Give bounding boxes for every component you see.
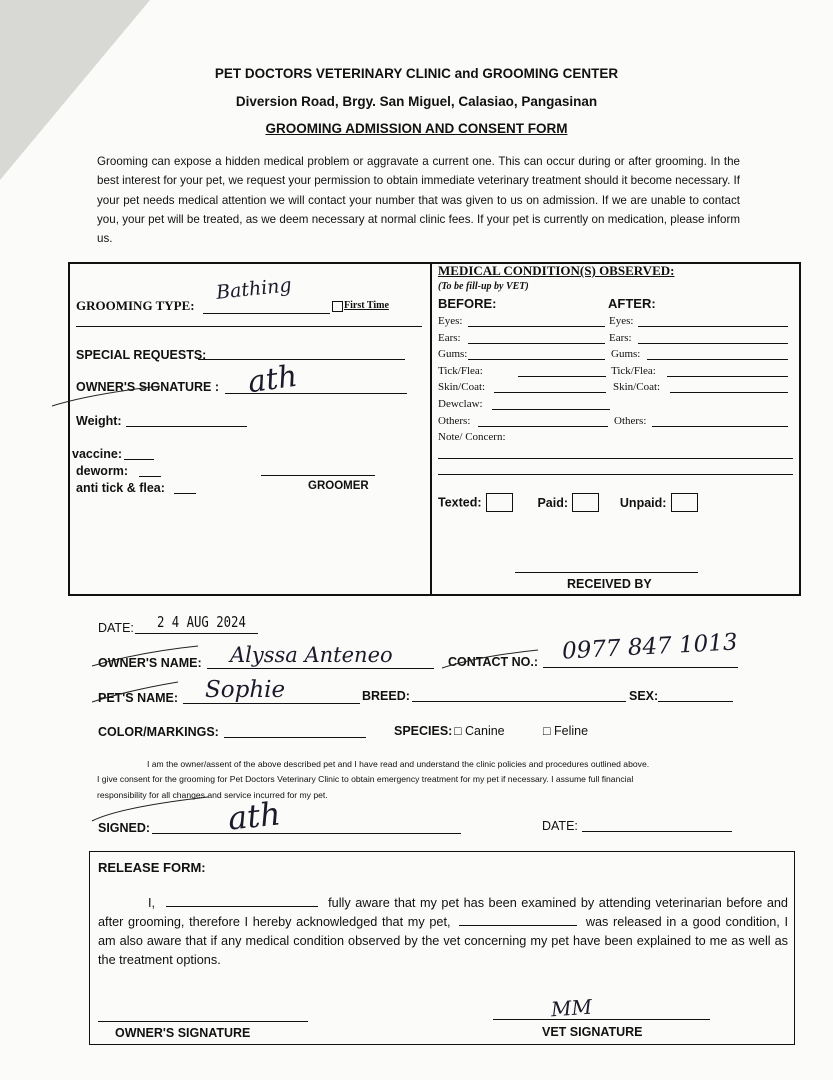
note-line-1[interactable] bbox=[438, 458, 793, 459]
release-text-a: fully aware that my pet has been examined by attending veterinarian before and after grooming, therefore I hereby acknowledged that my pet, bbox=[98, 896, 788, 929]
consent-date-label: DATE: bbox=[542, 819, 578, 833]
groomer-label: GROOMER bbox=[308, 480, 369, 492]
name-pen-stroke bbox=[90, 644, 200, 669]
release-paragraph bbox=[98, 894, 788, 970]
signed-signature: ath bbox=[226, 794, 283, 838]
date-stamp: 2 4 AUG 2024 bbox=[157, 613, 246, 631]
canine-option[interactable]: □ Canine bbox=[454, 724, 505, 738]
paid-label: Paid: bbox=[537, 495, 568, 510]
grooming-type-line[interactable] bbox=[203, 313, 330, 314]
release-pet-name-line[interactable] bbox=[459, 925, 577, 926]
pet-name-line[interactable] bbox=[183, 703, 360, 704]
signed-line[interactable] bbox=[152, 833, 461, 834]
after-row-label: Others: bbox=[614, 414, 647, 427]
after-row-label: Skin/Coat: bbox=[613, 381, 661, 394]
before-row-label: Tick/Flea: bbox=[438, 364, 483, 377]
note-line-2[interactable] bbox=[438, 474, 793, 475]
owner-name-value: Alyssa Anteneo bbox=[230, 643, 393, 667]
groomer-signature-line[interactable] bbox=[261, 475, 375, 476]
before-row-line[interactable] bbox=[518, 376, 606, 377]
color-markings-line[interactable] bbox=[224, 737, 366, 738]
consent-date-line[interactable] bbox=[582, 831, 732, 832]
after-row-label: Gums: bbox=[611, 348, 641, 361]
anti-tick-label: anti tick & flea: bbox=[76, 481, 165, 495]
owner-name-line[interactable] bbox=[207, 668, 434, 669]
consent-pen-stroke bbox=[90, 793, 210, 823]
sex-line[interactable] bbox=[658, 701, 733, 702]
medical-subtitle: (To be fill-up by VET) bbox=[438, 281, 529, 292]
contact-label: CONTACT NO.: bbox=[448, 655, 539, 669]
weight-line[interactable] bbox=[126, 426, 247, 427]
pet-name-label: PET'S NAME: bbox=[98, 691, 179, 705]
before-row-line[interactable] bbox=[494, 392, 606, 393]
release-owner-signature-line[interactable] bbox=[98, 1021, 308, 1022]
intro-paragraph: Grooming can expose a hidden medical problem or aggravate a current one. This can occur during or after grooming. In the best interest for your pet, we request your permission to obtain immediate veterinary treatment should it become necessary. If your pet needs medical attention we will contact your number that was given to us on admission. If we are unable to contact you, your pet will be treated, as we deem necessary at normal clinic fees. If your pet is currently on medication, please inform us. bbox=[97, 155, 740, 246]
pet-name-value: Sophie bbox=[205, 677, 286, 703]
consent-line-3: responsibility for all changes and service incurred for my pet. bbox=[97, 790, 328, 800]
contact-line[interactable] bbox=[543, 667, 738, 668]
contact-pen-stroke bbox=[440, 646, 540, 671]
breed-label: BREED: bbox=[362, 689, 410, 703]
signed-label: SIGNED: bbox=[98, 821, 151, 835]
first-time-checkbox[interactable] bbox=[332, 301, 343, 312]
species-label: SPECIES: bbox=[394, 724, 453, 738]
feline-option[interactable]: □ Feline bbox=[543, 724, 589, 738]
paid-checkbox[interactable] bbox=[572, 493, 599, 512]
after-row-label: Tick/Flea: bbox=[611, 364, 656, 377]
consent-line-2: I give consent for the grooming for Pet Doctors Veterinary Clinic to obtain emergency treatment for my pet if necessary. I assume full financial bbox=[97, 774, 634, 784]
owner-signature-label: OWNER'S SIGNATURE : bbox=[76, 380, 220, 394]
after-label: AFTER: bbox=[608, 296, 656, 311]
consent-line-1: I am the owner/assent of the above described pet and I have read and understand the clinic policies and procedures outlined above. bbox=[147, 759, 650, 769]
owner-name-label: OWNER'S NAME: bbox=[98, 656, 202, 670]
vet-signature-line[interactable] bbox=[493, 1019, 710, 1020]
first-time-label: First Time bbox=[344, 300, 389, 311]
medical-title: MEDICAL CONDITION(S) OBSERVED: bbox=[438, 263, 675, 278]
texted-label: Texted: bbox=[438, 495, 482, 510]
form-title: GROOMING ADMISSION AND CONSENT FORM bbox=[265, 121, 568, 136]
vaccine-label: vaccine: bbox=[72, 447, 123, 461]
unpaid-checkbox[interactable] bbox=[671, 493, 698, 512]
breed-line[interactable] bbox=[412, 701, 626, 702]
deworm-line[interactable] bbox=[139, 476, 161, 477]
contact-value: 0977 847 1013 bbox=[561, 629, 739, 665]
clinic-name: PET DOCTORS VETERINARY CLINIC and GROOMING CENTER bbox=[214, 66, 619, 81]
clinic-address: Diversion Road, Brgy. San Miguel, Calasiao, Pangasinan bbox=[235, 94, 598, 109]
pen-stroke-mark bbox=[50, 380, 170, 410]
received-by-line[interactable] bbox=[515, 572, 698, 573]
grooming-type-value: Bathing bbox=[215, 274, 293, 304]
sex-label: SEX: bbox=[629, 689, 659, 703]
unpaid-label: Unpaid: bbox=[619, 495, 667, 510]
grooming-extra-line[interactable] bbox=[76, 326, 422, 327]
vaccine-line[interactable] bbox=[124, 459, 154, 460]
after-row-label: Ears: bbox=[609, 331, 632, 344]
status-row bbox=[438, 493, 698, 512]
received-by-label: RECEIVED BY bbox=[567, 577, 652, 591]
after-row-line[interactable] bbox=[667, 376, 788, 377]
vet-signature-value: MM bbox=[550, 994, 593, 1022]
before-row-label: Others: bbox=[438, 414, 471, 427]
after-row-line[interactable] bbox=[647, 359, 788, 360]
release-title: RELEASE FORM: bbox=[98, 860, 206, 875]
release-owner-signature-label: OWNER'S SIGNATURE bbox=[115, 1026, 251, 1040]
after-row-line[interactable] bbox=[670, 392, 788, 393]
before-row-line[interactable] bbox=[468, 343, 605, 344]
before-row-label: Dewclaw: bbox=[438, 398, 483, 410]
vet-signature-label: VET SIGNATURE bbox=[542, 1025, 643, 1039]
after-row-line[interactable] bbox=[652, 426, 788, 427]
after-row-label: Eyes: bbox=[609, 315, 634, 327]
release-text-b: was released in a good condition, I am also aware that if any medical condition observed by the vet concerning my pet have been explained to me as well as the treatment options. bbox=[98, 915, 788, 967]
grooming-type-label: GROOMING TYPE: bbox=[76, 298, 195, 313]
after-row-line[interactable] bbox=[638, 326, 788, 327]
special-requests-line[interactable] bbox=[198, 359, 405, 360]
date-line[interactable] bbox=[135, 633, 258, 634]
before-row-line[interactable] bbox=[478, 426, 608, 427]
color-markings-label: COLOR/MARKINGS: bbox=[98, 725, 219, 739]
pet-pen-stroke bbox=[90, 680, 180, 705]
after-row-line[interactable] bbox=[638, 343, 788, 344]
release-owner-name-line[interactable] bbox=[166, 906, 318, 907]
special-requests-label: SPECIAL REQUESTS: bbox=[76, 348, 207, 362]
date-label: DATE: bbox=[98, 621, 134, 635]
before-row-label: Eyes: bbox=[438, 315, 463, 327]
before-row-label: Gums: bbox=[438, 348, 468, 361]
medical-panel bbox=[430, 262, 801, 596]
before-row-line[interactable] bbox=[468, 326, 605, 327]
weight-label: Weight: bbox=[76, 414, 122, 428]
before-row-label: Ears: bbox=[438, 331, 461, 344]
release-i: I, bbox=[148, 896, 156, 910]
texted-checkbox[interactable] bbox=[486, 493, 513, 512]
deworm-label: deworm: bbox=[76, 464, 129, 478]
before-row-line[interactable] bbox=[492, 409, 610, 410]
before-label: BEFORE: bbox=[438, 296, 497, 311]
anti-tick-line[interactable] bbox=[174, 493, 196, 494]
owner-signature-value: ath bbox=[245, 358, 300, 401]
before-row-line[interactable] bbox=[468, 359, 605, 360]
note-label: Note/ Concern: bbox=[438, 431, 506, 443]
before-row-label: Skin/Coat: bbox=[438, 381, 486, 394]
